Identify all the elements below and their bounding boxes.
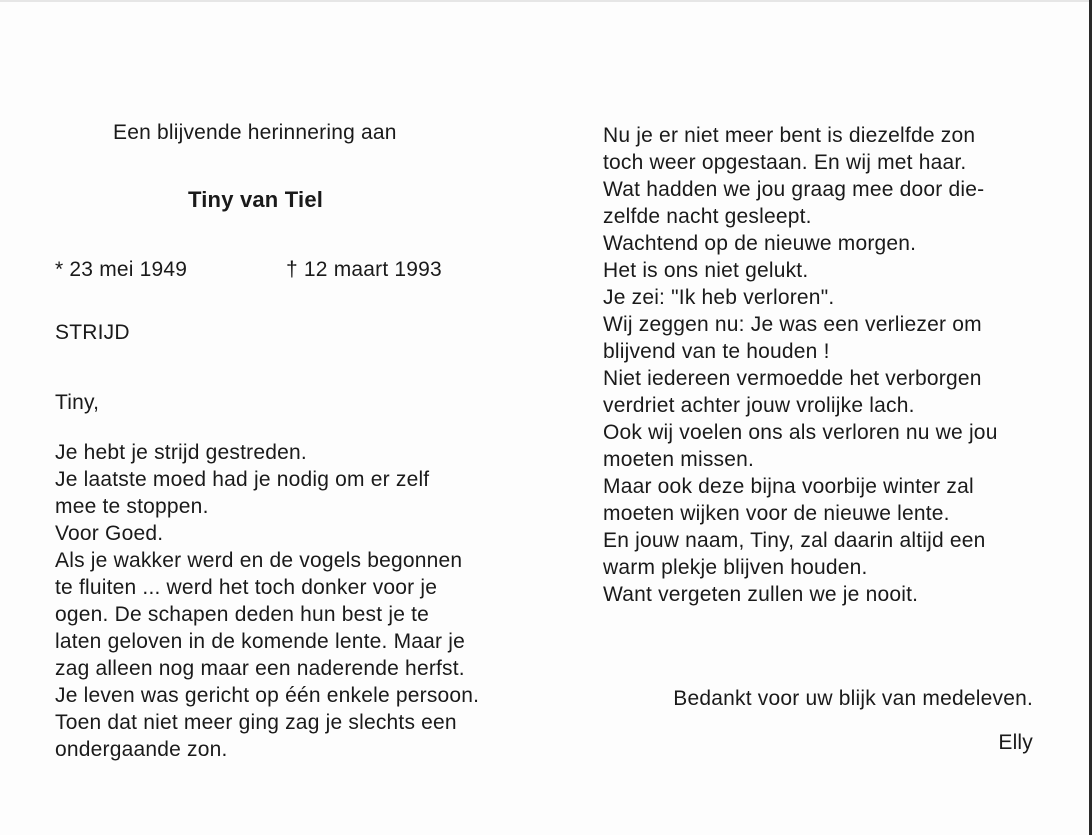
poem-line: blijvend van te houden ! <box>603 340 830 363</box>
death-date: † 12 maart 1993 <box>286 258 442 281</box>
poem-line: moeten wijken voor de nieuwe lente. <box>603 502 950 525</box>
poem-line: laten geloven in de komende lente. Maar je <box>55 630 465 653</box>
poem-line: Ook wij voelen ons als verloren nu we jou <box>603 421 998 444</box>
poem-line: Nu je er niet meer bent is diezelfde zon <box>603 124 976 147</box>
poem-line: ondergaande zon. <box>55 738 228 761</box>
poem-line: Wij zeggen nu: Je was een verliezer om <box>603 313 982 336</box>
poem-line: toch weer opgestaan. En wij met haar. <box>603 151 967 174</box>
poem-line: Je leven was gericht op één enkele persoon. <box>55 684 480 707</box>
poem-line: Wat hadden we jou graag mee door die- <box>603 178 985 201</box>
right-poem <box>603 122 998 608</box>
poem-line: zag alleen nog maar een naderende herfst. <box>55 657 465 680</box>
poem-line: Je zei: "Ik heb verloren". <box>603 286 835 309</box>
poem-line: Want vergeten zullen we je nooit. <box>603 583 919 606</box>
thanks-line: Bedankt voor uw blijk van medeleven. <box>673 687 1033 710</box>
poem-line: Je hebt je strijd gestreden. <box>55 441 307 464</box>
poem-line: Niet iedereen vermoedde het verborgen <box>603 367 982 390</box>
poem-line: moeten missen. <box>603 448 755 471</box>
poem-line: Toen dat niet meer ging zag je slechts een <box>55 711 457 734</box>
poem-line: Maar ook deze bijna voorbije winter zal <box>603 475 974 498</box>
birth-date: * 23 mei 1949 <box>55 258 188 281</box>
poem-line: ogen. De schapen deden hun best je te <box>55 603 430 626</box>
poem-line: Als je wakker werd en de vogels begonnen <box>55 549 463 572</box>
poem-line: Het is ons niet gelukt. <box>603 259 809 282</box>
poem-line: zelfde nacht gesleept. <box>603 205 812 228</box>
salutation: Tiny, <box>55 391 100 414</box>
deceased-name: Tiny van Tiel <box>188 187 324 212</box>
signature: Elly <box>998 731 1033 754</box>
poem-line: warm plekje blijven houden. <box>603 556 868 579</box>
left-poem <box>55 389 479 763</box>
poem-line: Voor Goed. <box>55 522 164 545</box>
poem-line: mee te stoppen. <box>55 495 209 518</box>
poem-line: Wachtend op de nieuwe morgen. <box>603 232 917 255</box>
poem-line: verdriet achter jouw vrolijke lach. <box>603 394 915 417</box>
poem-line: En jouw naam, Tiny, zal daarin altijd een <box>603 529 986 552</box>
poem-line: te fluiten ... werd het toch donker voor je <box>55 576 438 599</box>
intro-line: Een blijvende herinnering aan <box>113 121 397 144</box>
poem-line: Je laatste moed had je nodig om er zelf <box>55 468 430 491</box>
card-top-edge <box>0 0 1092 2</box>
poem-title: STRIJD <box>55 321 130 344</box>
